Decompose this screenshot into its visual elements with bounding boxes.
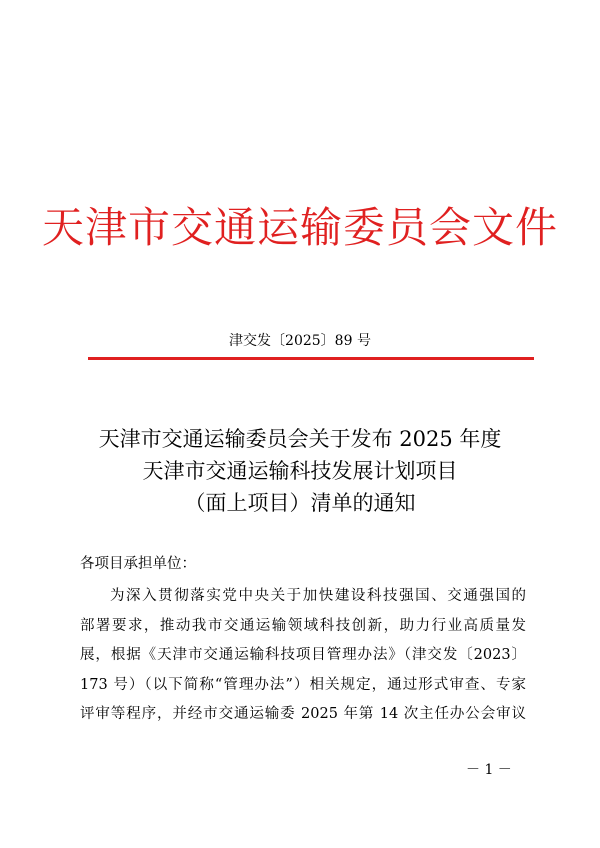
body-line: 部署要求，推动我市交通运输领域科技创新，助力行业高质量发 <box>80 617 526 634</box>
body-line: 为深入贯彻落实党中央关于加快建设科技强国、交通强国的 <box>110 588 526 604</box>
title-line: 天津市交通运输科技发展计划项目 <box>142 459 458 483</box>
body-line: 评审等程序，并经市交通运输委 2025 年第 14 次主任办公会审议 <box>80 706 526 722</box>
body-line: 展，根据《天津市交通运输科技项目管理办法》（津交发〔2023〕 <box>80 647 526 663</box>
red-separator-line <box>88 357 534 360</box>
salutation: 各项目承担单位： <box>80 556 196 572</box>
page-number: － 1 － <box>466 762 512 778</box>
document-title <box>0 423 600 519</box>
document-number: 津交发〔2025〕89 号 <box>229 333 371 349</box>
body-line: 173 号）（以下简称“管理办法”）相关规定，通过形式审查、专家 <box>80 676 526 693</box>
body-paragraph <box>80 582 526 730</box>
document-masthead: 天津市交通运输委员会文件 <box>41 203 558 252</box>
title-line: （面上项目）清单的通知 <box>184 491 416 515</box>
title-line: 天津市交通运输委员会关于发布 2025 年度 <box>98 427 502 451</box>
